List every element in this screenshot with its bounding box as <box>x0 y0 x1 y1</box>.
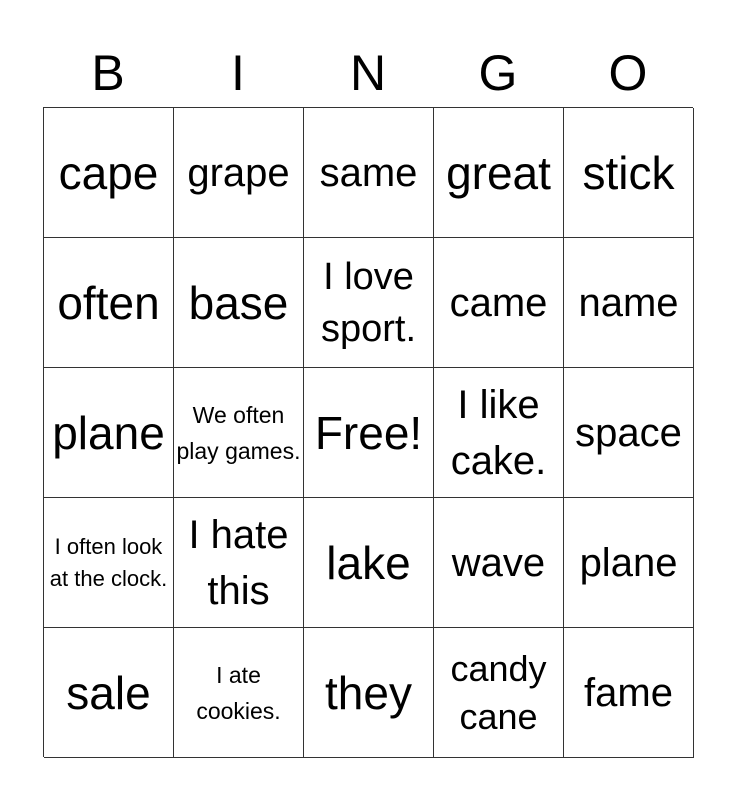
cell-text: stick <box>582 146 675 199</box>
bingo-grid <box>43 107 693 757</box>
cell-text: I often look at the clock. <box>49 533 168 591</box>
cell-text: cape <box>58 146 159 199</box>
cell-text: plane <box>52 406 165 459</box>
cell-text: they <box>325 666 412 719</box>
cell-text: name <box>578 280 679 325</box>
header-letter-n: N <box>349 45 387 101</box>
bingo-cell[interactable] <box>44 628 174 758</box>
bingo-cell[interactable] <box>434 628 564 758</box>
bingo-cell[interactable] <box>174 498 304 628</box>
bingo-cell[interactable] <box>434 108 564 238</box>
bingo-cell[interactable] <box>174 368 304 498</box>
bingo-cell[interactable] <box>564 368 694 498</box>
cell-text: came <box>449 280 548 325</box>
header-letter-i: I <box>231 45 245 101</box>
header-letter-o: O <box>608 45 648 101</box>
cell-text: candy cane <box>450 647 547 737</box>
cell-text: grape <box>187 150 290 195</box>
bingo-cell[interactable] <box>564 238 694 368</box>
bingo-cell[interactable] <box>434 498 564 628</box>
bingo-cell[interactable] <box>304 628 434 758</box>
cell-text: often <box>57 276 160 329</box>
bingo-cell[interactable] <box>44 108 174 238</box>
header-letter-b: B <box>91 45 125 101</box>
bingo-cell[interactable] <box>434 238 564 368</box>
cell-text: We often play games. <box>176 401 301 464</box>
cell-text: great <box>446 146 551 199</box>
cell-text: lake <box>326 536 411 589</box>
bingo-header <box>43 40 693 106</box>
bingo-cell[interactable] <box>564 628 694 758</box>
bingo-cell[interactable] <box>564 108 694 238</box>
bingo-cell[interactable] <box>434 368 564 498</box>
bingo-cell[interactable] <box>174 238 304 368</box>
cell-text: fame <box>584 670 673 715</box>
cell-text: same <box>319 150 418 195</box>
bingo-cell[interactable] <box>304 238 434 368</box>
bingo-cell[interactable] <box>304 498 434 628</box>
cell-text: base <box>188 276 289 329</box>
bingo-cell[interactable] <box>44 238 174 368</box>
bingo-cell[interactable] <box>304 108 434 238</box>
cell-text: Free! <box>314 406 423 459</box>
cell-text: I ate cookies. <box>196 661 281 724</box>
bingo-cell[interactable] <box>304 368 434 498</box>
bingo-cell[interactable] <box>174 628 304 758</box>
cell-text: I love sport. <box>320 255 417 350</box>
cell-text: wave <box>451 540 546 585</box>
bingo-cell[interactable] <box>174 108 304 238</box>
cell-text: plane <box>579 540 678 585</box>
cell-text: space <box>575 410 682 455</box>
cell-text: I like cake. <box>450 382 547 483</box>
cell-text: sale <box>66 666 151 719</box>
cell-text: I hate this <box>188 512 289 613</box>
header-letter-g: G <box>478 45 518 101</box>
bingo-cell[interactable] <box>564 498 694 628</box>
bingo-cell[interactable] <box>44 498 174 628</box>
bingo-cell[interactable] <box>44 368 174 498</box>
